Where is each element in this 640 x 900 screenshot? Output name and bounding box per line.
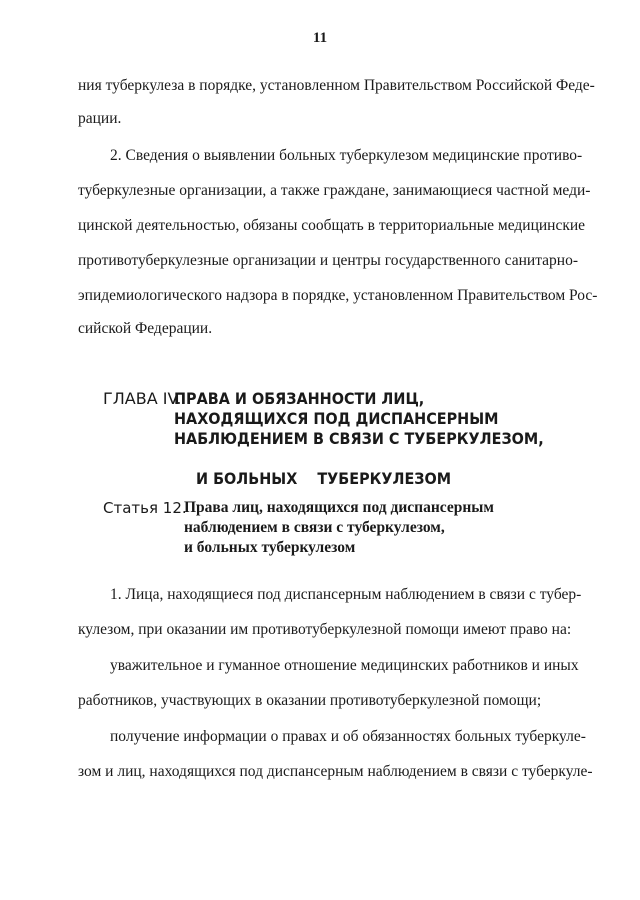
paragraph-2-line-2: туберкулезные организации, а также граждане, занимающиеся частной меди- (78, 182, 591, 199)
article-title-line-1: Права лиц, находящихся под диспансерным (184, 499, 494, 516)
paragraph-1-line-2: рации. (78, 110, 122, 127)
chapter-title-line-4: И БОЛЬНЫХ ТУБЕРКУЛЕЗОМ (196, 469, 452, 488)
paragraph-2-line-3: цинской деятельностью, обязаны сообщать в территориальные медицинские (78, 217, 586, 234)
chapter-title-line-3: НАБЛЮДЕНИЕМ В СВЯЗИ С ТУБЕРКУЛЕЗОМ, (174, 429, 544, 448)
chapter-title-line-2: НАХОДЯЩИХСЯ ПОД ДИСПАНСЕРНЫМ (174, 409, 499, 428)
page-number: 11 (312, 30, 328, 46)
paragraph-5-line-1: получение информации о правах и об обязанностях больных туберкуле- (110, 728, 586, 745)
chapter-title-line-1: ПРАВА И ОБЯЗАННОСТИ ЛИЦ, (174, 389, 425, 408)
paragraph-4-line-2: работников, участвующих в оказании противотуберкулезной помощи; (78, 692, 542, 709)
paragraph-1-line-1: ния туберкулеза в порядке, установленном Правительством Российской Феде- (78, 77, 595, 94)
paragraph-2-line-6: сийской Федерации. (78, 320, 213, 337)
paragraph-3-line-1: 1. Лица, находящиеся под диспансерным наблюдением в связи с тубер- (110, 586, 582, 603)
paragraph-4-line-1: уважительное и гуманное отношение медицинских работников и иных (110, 657, 579, 674)
paragraph-3-line-2: кулезом, при оказании им противотуберкулезной помощи имеют право на: (78, 621, 572, 638)
paragraph-2-line-1: 2. Сведения о выявлении больных туберкулезом медицинские противо- (110, 147, 583, 164)
chapter-label: ГЛАВА IV. (103, 389, 182, 408)
article-label: Статья 12. (103, 499, 187, 517)
paragraph-2-line-5: эпидемиологического надзора в порядке, установленном Правительством Рос- (78, 287, 598, 304)
article-title-line-2: наблюдением в связи с туберкулезом, (184, 519, 445, 536)
paragraph-2-line-4: противотуберкулезные организации и центры государственного санитарно- (78, 252, 578, 269)
article-title-line-3: и больных туберкулезом (184, 539, 356, 556)
paragraph-5-line-2: зом и лиц, находящихся под диспансерным наблюдением в связи с туберкуле- (78, 763, 593, 780)
